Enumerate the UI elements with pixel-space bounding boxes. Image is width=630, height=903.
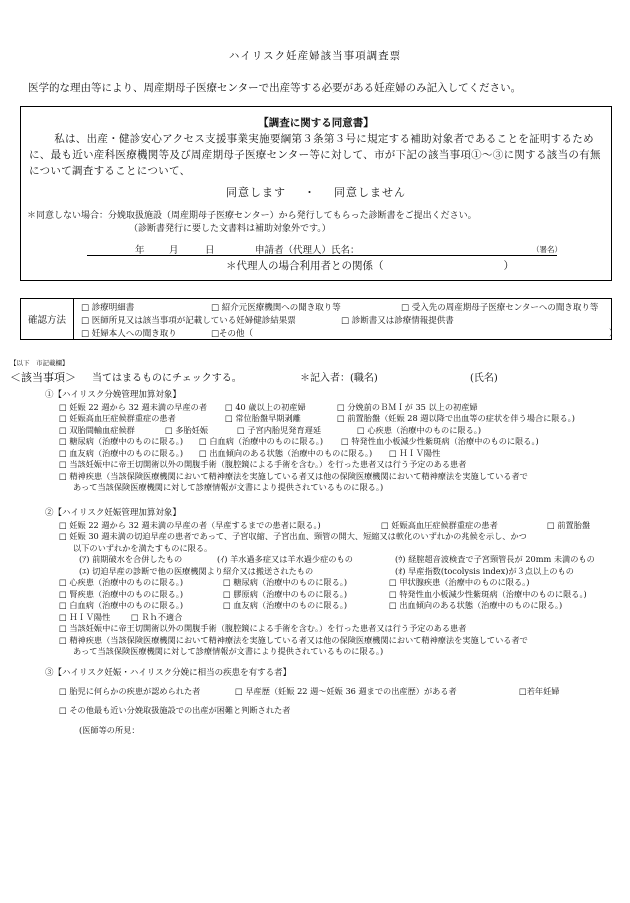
other-close: ） [609,329,618,339]
s2-line [59,531,625,543]
consent-box [20,106,612,281]
s1-check[interactable]: □ 白血病（治療中のものに限る。) [199,436,324,446]
s1-check[interactable]: □ 多胎妊娠 [165,424,209,435]
s1-line [59,459,625,471]
s2-check[interactable]: □ 妊娠 30 週未満の切迫早産の患者であって、子宮収縮、子宮出血、頸管の開大、短縮又は軟化のいずれかの兆候を示し、かつ [59,531,527,541]
s2-check[interactable]: □ ＨＩＶ陽性 [59,611,111,622]
consent-note: ＊同意しない場合：分娩取扱施設（周産期母子医療センター）から発行してもらった診断書をご提出ください。 [27,211,477,221]
applicant-label: 申請者（代理人）氏名： [255,245,360,256]
doctor-findings[interactable]: (医師等の所見： [79,724,140,735]
s1-check[interactable]: □ 40 歳以上の初産婦 [225,401,306,412]
s2-check[interactable]: □ 前置胎盤 [547,519,591,530]
s2-check[interactable]: □ 当該妊娠中に帝王切開術以外の開腹手術（腹腔鏡による手術を含む。）を行った患者又は行う予定のある患者 [59,623,467,633]
s2-check[interactable]: □ 膠原病（治療中のものに限る。) [223,588,348,599]
page-title: ハイリスク妊産婦該当事項調査票 [228,50,402,62]
s1-check[interactable]: □ 双胎間輸血症候群 [59,424,135,435]
s3-check[interactable]: □ 胎児に何らかの疾患が認められた者 [59,685,201,696]
section-3 [45,668,625,736]
s3-heading-text: ③【ハイリスク妊娠・ハイリスク分娩に相当の疾患を有する者】 [45,668,292,678]
s2-check[interactable]: □ 出血傾向のある状態（治療中のものに限る。) [389,600,563,610]
signature-line[interactable] [87,242,562,256]
writer-label[interactable]: ＊記入者：(職名) [300,373,378,384]
s1-check[interactable]: □ 常位胎盤早期剥離 [225,413,301,423]
s1-check[interactable]: □ 糖尿病（治療中のものに限る。) [59,436,184,446]
s1-line [59,413,625,425]
check-referral-hearing[interactable]: □ 紹介元医療機関への聞き取り等 [211,303,341,313]
s3-heading [45,668,625,680]
s1-check[interactable]: □ 血友病（治療中のものに限る。) [59,447,184,458]
s1-line [59,471,625,483]
s2-sub-item: (ｳ) 経腟超音波検査で子宮頸管長が 20mm 未満のもの [395,554,595,564]
s1-line [59,436,625,448]
s1-line [59,448,625,460]
confirm-method-box [20,298,618,340]
s3-line [59,705,625,717]
proxy-relation[interactable] [226,258,514,273]
consent-choice [21,184,611,200]
consent-note-fee: （診断書発行に要した文書料は補助対象外です。） [129,224,331,234]
section-label: ＜該当事項＞ [10,371,76,384]
month-label: 月 [169,245,179,256]
s2-sub-item: (ｲ) 羊水過多症又は羊水過少症のもの [217,554,353,564]
s1-check[interactable]: □ 精神疾患（当該保険医療機関において精神療法を実施している者又は他の保険医療機関において精神療法を実施している者で [59,470,528,481]
section-2 [45,508,625,658]
s1-check[interactable]: □ 前置胎盤（妊娠 28 週以降で出血等の症状を伴う場合に限る。) [337,413,575,423]
proxy-close: ） [503,260,514,272]
check-checkup-result[interactable]: □ 医師所見又は該当事項が記載している妊婦健診結果票 [81,316,296,326]
day-label: 日 [205,245,215,256]
check-diagnosis[interactable]: □ 診断書又は診療情報提供書 [341,316,454,326]
s1-line [73,482,625,494]
section-instruction: 当てはまるものにチェックする。 [92,373,242,384]
s2-line [59,600,625,612]
s2-heading-text: ②【ハイリスク妊娠管理加算対象】 [45,508,181,518]
s3-line [59,686,625,698]
s2-check[interactable]: □ 甲状腺疾患（治療中のものに限る。) [389,577,530,587]
s2-line [59,589,625,601]
s1-continuation: あって当該保険医療機関に対して診療情報が文書により提供されているものに限る。) [73,482,384,492]
s2-line [59,623,625,635]
s2-check[interactable]: □ 妊娠高血圧症候群重症の患者 [381,519,498,530]
s2-heading [45,508,625,520]
s3-check[interactable]: □ その他最も近い分娩取扱施設での出産が困難と判断された者 [59,705,291,715]
s1-heading [45,390,625,402]
writer-name[interactable]: (氏名) [470,373,498,384]
s2-sub-item: (ｵ) 早産指数(tocolysis index)が３点以上のもの [395,565,574,576]
s1-line [59,425,625,437]
s2-line [79,566,625,578]
s2-check[interactable]: □ 特発性血小板減少性紫斑病（治療中のものに限る。) [389,588,587,599]
s2-line [73,543,625,555]
s1-heading-text: ①【ハイリスク分娩管理加算対象】 [45,390,181,400]
s2-check[interactable]: □ Ｒｈ不適合 [131,611,183,622]
check-other[interactable]: □その他（ [211,329,254,339]
s1-check[interactable]: □ 分娩前のＢＭＩが 35 以上の初産婦 [337,401,478,412]
s1-line [59,402,625,414]
s2-check[interactable]: □ 白血病（治療中のものに限る。) [59,600,184,610]
s2-line [59,612,625,624]
s2-check[interactable]: □ 血友病（治療中のものに限る。) [223,600,348,610]
proxy-label: ＊代理人の場合利用者との関係（ [226,260,384,272]
city-fill-note: 【以下 市記載欄】 [10,359,69,367]
s1-check[interactable]: □ 妊娠 22 週から 32 週未満の早産の者 [59,401,208,412]
section-1 [45,390,625,494]
s2-check[interactable]: □ 腎疾患（治療中のものに限る。) [59,588,184,599]
s2-continuation: あって当該保険医療機関に対して診療情報が文書により提供されているものに限る。) [73,646,384,656]
s3-check[interactable]: □若年妊婦 [519,685,560,696]
s2-line [79,554,625,566]
choice-separator: ・ [304,186,316,199]
section-header [10,369,610,383]
check-center-hearing[interactable]: □ 受入先の周産期母子医療センターへの聞き取り等 [401,303,599,313]
intro-text: 医学的な理由等により、周産期母子医療センターで出産等する必要がある妊産婦のみ記入してください。 [28,82,522,94]
s2-line [59,577,625,589]
consent-heading: 【調査に関する同意書】 [258,117,374,129]
s1-check[interactable]: □ 子宮内胎児発育遅延 [237,424,322,435]
s2-line [73,646,625,658]
s2-check[interactable]: □ 妊娠 22 週から 32 週未満の早産の者（早産するまでの患者に限る。) [59,519,321,530]
s2-check[interactable]: □ 糖尿病（治療中のものに限る。) [223,577,348,587]
seal-label: （署名） [532,245,562,254]
s2-check[interactable]: □ 精神疾患（当該保険医療機関において精神療法を実施している者又は他の保険医療機関において精神療法を実施している者で [59,634,528,645]
s1-check[interactable]: □ 当該妊娠中に帝王切開術以外の開腹手術（腹腔鏡による手術を含む。）を行った患者又は行う予定のある患者 [59,459,467,469]
s1-check[interactable]: □ 特発性血小板減少性紫斑病（治療中のものに限る。) [341,436,539,446]
s2-continuation: 以下のいずれかを満たすものに限る。 [73,542,213,553]
s2-check[interactable]: □ 心疾患（治療中のものに限る。) [59,577,184,587]
s1-check[interactable]: □ 心疾患（治療中のものに限る。) [357,424,482,435]
s2-line [59,635,625,647]
check-medical-statement[interactable]: □ 診療明細書 [81,303,135,313]
s3-line [79,725,625,737]
s3-check[interactable]: □ 早産歴（妊娠 22 週～妊娠 36 週までの出産歴）がある者 [235,685,457,696]
agree-option[interactable]: 同意します [226,186,286,199]
confirm-label: 確認方法 [21,299,74,339]
s2-sub-item: (ｱ) 前期破水を合併したもの [79,554,183,564]
s1-check[interactable]: □ 出血傾向のある状態（治療中のものに限る。) [199,447,373,458]
check-self-hearing[interactable]: □ 妊婦本人への聞き取り [81,329,177,339]
s2-sub-item: (ｴ) 切迫早産の診断で他の医療機関より紹介又は搬送されたもの [79,565,314,576]
consent-body: 私は、出産・健診安心アクセス支援事業実施要綱第３条第３号に規定する補助対象者であることを証明するために、最も近い産科医療機関等及び周産期母子医療センター等に対して、市が下記の該当事項①～③に関する該当の有無について調査することについて、 [29,133,601,177]
s2-line [59,520,625,532]
s1-check[interactable]: □ ＨＩＶ陽性 [389,447,441,458]
disagree-option[interactable]: 同意しません [334,186,406,199]
s1-check[interactable]: □ 妊娠高血圧症候群重症の患者 [59,413,176,423]
year-label: 年 [135,245,145,256]
